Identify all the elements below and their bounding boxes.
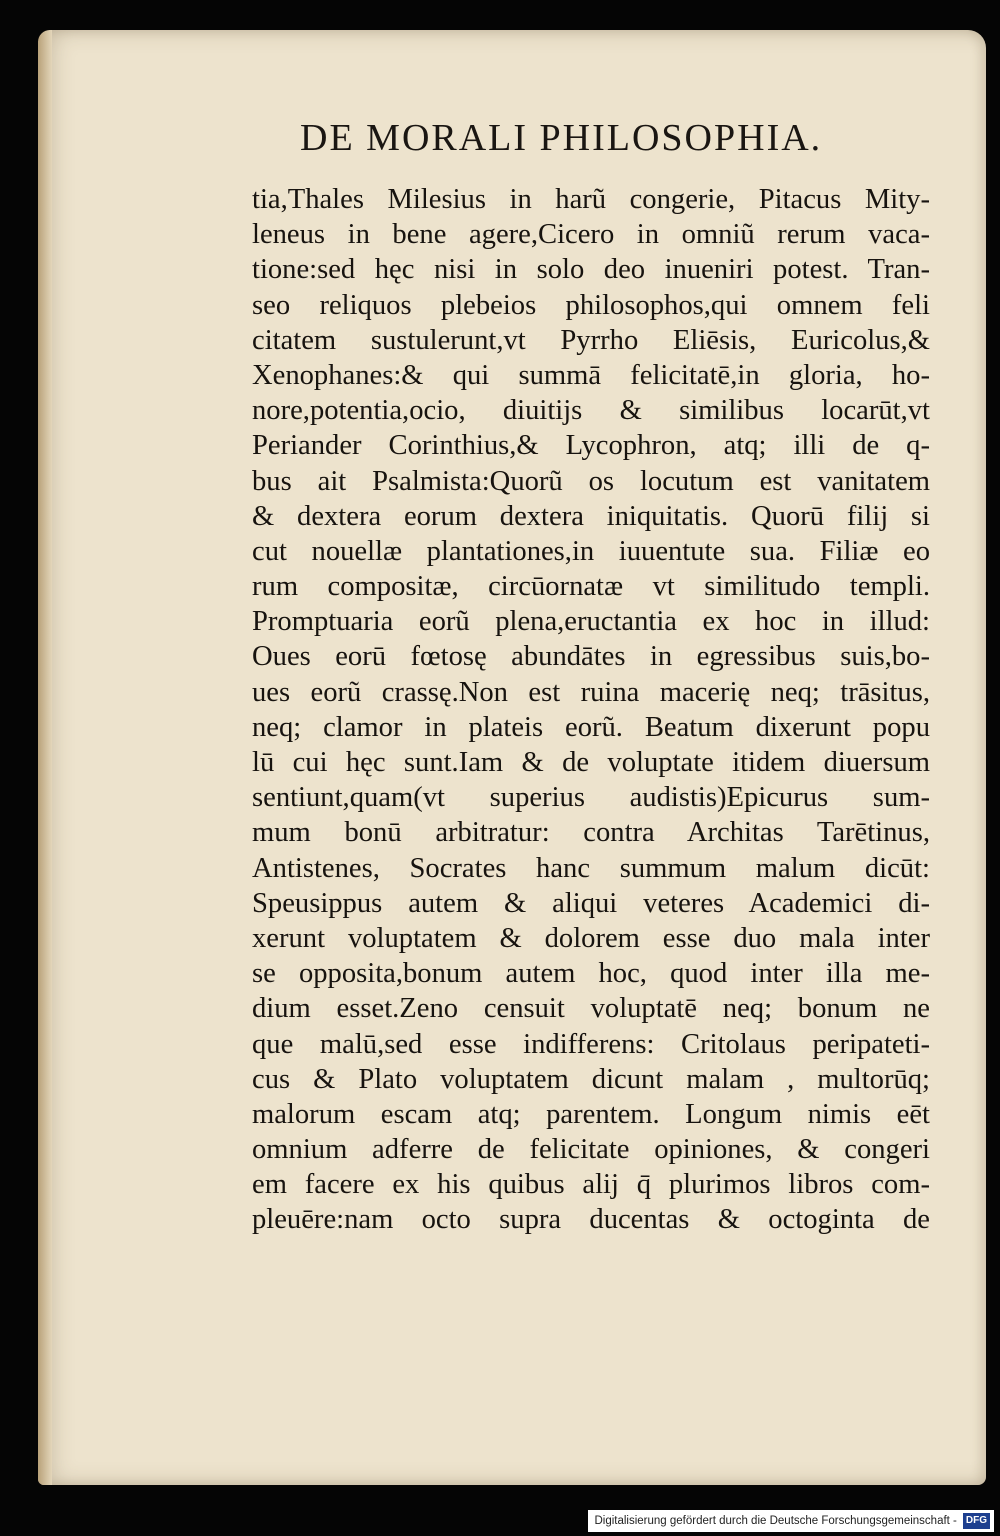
text-line: Antistenes, Socrates hanc summum malum dicūt: [252,852,930,884]
text-line: Oues eorū fœtosę abundātes in egressibus suis,bo- [252,641,930,673]
text-line: mum bonū arbitratur: contra Architas Tarētinus, [252,817,930,849]
text-line: pleuēre:nam octo supra ducentas & octoginta de [252,1204,930,1236]
text-line: malorum escam atq; parentem. Longum nimis eēt [252,1098,930,1130]
text-line: sentiunt,quam(vt superius audistis)Epicurus sum- [252,782,930,814]
text-line: cus & Plato voluptatem dicunt malam , multorūq; [252,1063,930,1095]
page-gutter-edge [38,30,52,1485]
text-line: & dextera eorum dextera iniquitatis. Quorū filij si [252,500,930,532]
text-line: citatem sustulerunt,vt Pyrrho Eliēsis, Euricolus,& [252,324,930,356]
text-line: neq; clamor in plateis eorũ. Beatum dixerunt popu [252,711,930,743]
text-line: Speusippus autem & aliqui veteres Academici di- [252,887,930,919]
dfg-logo-icon: DFG [963,1513,990,1529]
text-line: xerunt voluptatem & dolorem esse duo mala inter [252,922,930,954]
text-line: leneus in bene agere,Cicero in omniũ rerum vaca- [252,219,930,251]
text-line: Periander Corinthius,& Lycophron, atq; illi de q- [252,430,930,462]
text-line: bus ait Psalmista:Quorũ os locutum est vanitatem [252,465,930,497]
text-line: ues eorũ crassę.Non est ruina macerię neq; trāsitus, [252,676,930,708]
text-line: se opposita,bonum autem hoc, quod inter illa me- [252,958,930,990]
text-line: tione:sed hęc nisi in solo deo inueniri potest. Tran- [252,254,930,286]
text-line: Promptuaria eorũ plena,eructantia ex hoc in illud: [252,606,930,638]
text-line: omnium adferre de felicitate opiniones, & congeri [252,1134,930,1166]
digitization-footer [588,1510,994,1532]
running-header: DE MORALI PHILOSOPHIA. [300,117,823,159]
text-line: Xenophanes:& qui summā felicitatē,in gloria, ho- [252,359,930,391]
body-text [252,182,942,1238]
text-line: lū cui hęc sunt.Iam & de voluptate itidem diuersum [252,747,930,778]
text-line: rum compositæ, circūornatæ vt similitudo templi. [252,571,930,603]
text-line: que malū,sed esse indifferens: Critolaus peripateti- [252,1028,930,1060]
text-line: dium esset.Zeno censuit voluptatē neq; bonum ne [252,993,930,1025]
text-line: tia,Thales Milesius in harũ congerie, Pitacus Mity- [252,184,930,215]
text-line: nore,potentia,ocio, diuitijs & similibus locarūt,vt [252,395,930,427]
text-line: em facere ex his quibus alij q̄ plurimos libros com- [252,1169,930,1201]
text-line: cut nouellæ plantationes,in iuuentute sua. Filiæ eo [252,535,930,567]
footer-credit-text: Digitalisierung gefördert durch die Deutsche Forschungsgemeinschaft - [594,1515,957,1527]
text-line: seo reliquos plebeios philosophos,qui omnem feli [252,289,930,321]
